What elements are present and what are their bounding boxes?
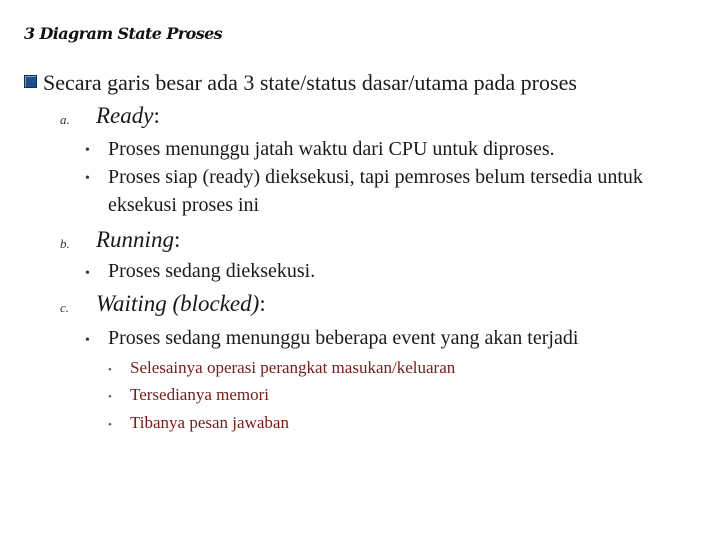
point-waiting-1: Proses sedang menunggu beberapa event yang akan terjadi xyxy=(108,327,579,349)
heading-colon: : xyxy=(259,291,266,316)
heading-colon: : xyxy=(173,227,181,252)
heading-text: Waiting (blocked) xyxy=(96,291,260,316)
sub-bullet-icon: • xyxy=(108,391,112,403)
item-letter-a: a. xyxy=(60,112,70,127)
point-running-1: Proses sedang dieksekusi. xyxy=(108,260,316,282)
bullet-icon: • xyxy=(85,333,90,348)
point-ready-1: Proses menunggu jatah waktu dari CPU untuk diproses. xyxy=(108,138,555,160)
bullet-icon: • xyxy=(85,143,90,158)
square-bullet-icon xyxy=(24,75,37,88)
slide-title: 3 Diagram State Proses xyxy=(24,24,223,43)
heading-text: Ready xyxy=(96,103,154,128)
subpoint-waiting-2: Tersedianya memori xyxy=(130,385,270,404)
sub-bullet-icon: • xyxy=(108,364,112,376)
item-heading-ready xyxy=(96,103,160,129)
point-ready-2-cont: eksekusi proses ini xyxy=(108,194,260,216)
point-ready-2: Proses siap (ready) dieksekusi, tapi pemroses belum tersedia untuk xyxy=(108,166,643,188)
bullet-icon: • xyxy=(85,171,90,186)
item-letter-c: c. xyxy=(60,300,70,315)
sub-bullet-icon: • xyxy=(108,419,112,431)
heading-colon: : xyxy=(153,103,160,128)
bullet-icon: • xyxy=(85,266,90,281)
intro-line xyxy=(24,70,577,96)
item-letter-b: b. xyxy=(60,236,70,251)
subpoint-waiting-1: Selesainya operasi perangkat masukan/keluaran xyxy=(130,358,456,377)
heading-text: Running xyxy=(96,227,174,252)
item-heading-running xyxy=(96,227,180,253)
item-heading-waiting xyxy=(96,291,266,317)
intro-text: Secara garis besar ada 3 state/status dasar/utama pada proses xyxy=(43,70,577,95)
subpoint-waiting-3: Tibanya pesan jawaban xyxy=(130,413,289,432)
